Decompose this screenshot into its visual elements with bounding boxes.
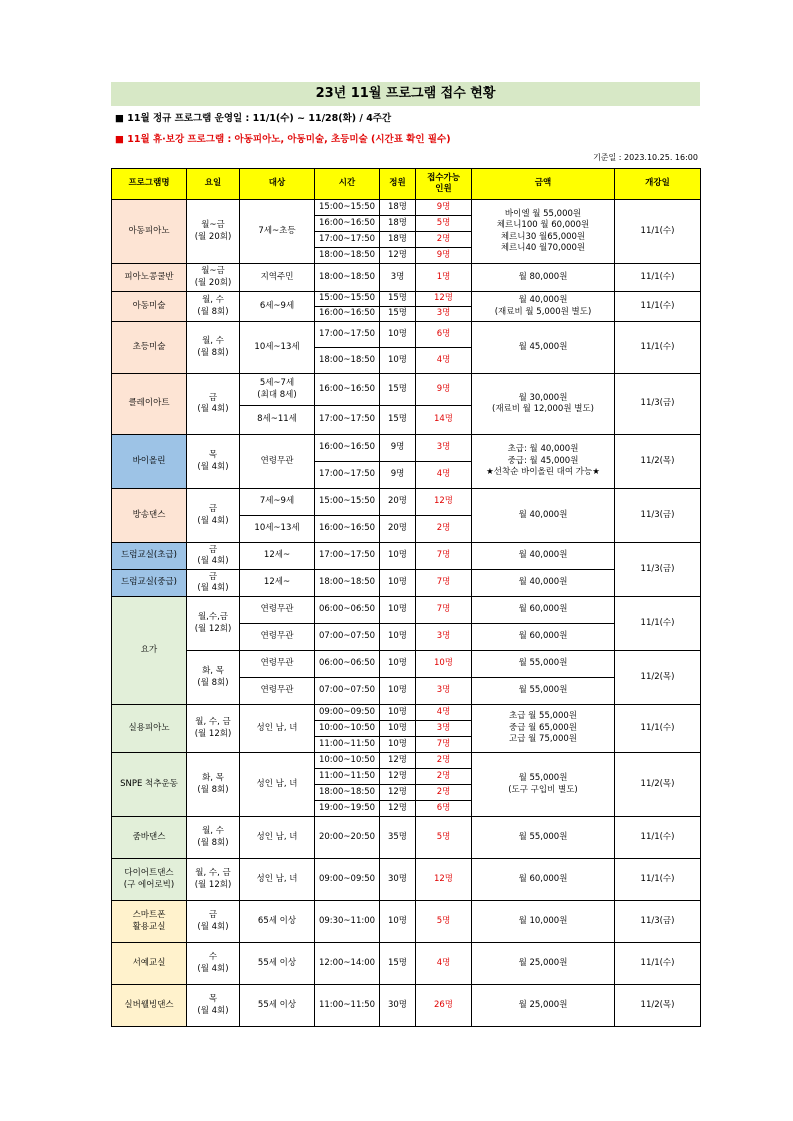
program-capacity: 30명	[380, 985, 416, 1027]
program-available: 5명	[416, 817, 472, 859]
program-day: 목 (월 4회)	[187, 985, 240, 1027]
program-time: 11:00~11:50	[315, 737, 380, 753]
program-start: 11/3(금)	[615, 489, 701, 543]
program-available: 10명	[416, 651, 472, 678]
program-available: 14명	[416, 406, 472, 435]
program-day: 월, 수 (월 8회)	[187, 322, 240, 374]
program-capacity: 15명	[380, 406, 416, 435]
program-fee: 월 80,000원	[472, 264, 615, 292]
program-target: 7세~9세	[240, 489, 315, 516]
program-available: 9명	[416, 200, 472, 216]
program-available: 12명	[416, 489, 472, 516]
program-fee: 월 60,000원	[472, 597, 615, 624]
program-available: 3명	[416, 435, 472, 462]
program-fee: 월 25,000원	[472, 943, 615, 985]
program-time: 15:00~15:50	[315, 200, 380, 216]
program-name: 줌바댄스	[112, 817, 187, 859]
header-fee: 금액	[472, 169, 615, 200]
program-name: 실용피아노	[112, 705, 187, 753]
program-available: 4명	[416, 462, 472, 489]
regular-program-note: ■ 11월 정규 프로그램 운영일 : 11/1(수) ~ 11/28(화) / 4주간	[115, 113, 392, 124]
table-row	[112, 489, 701, 516]
table-header	[112, 169, 701, 200]
program-start: 11/2(목)	[615, 985, 701, 1027]
program-capacity: 15명	[380, 374, 416, 406]
header-day: 요일	[187, 169, 240, 200]
table-row	[112, 543, 701, 570]
table-row	[112, 264, 701, 292]
program-name: 바이올린	[112, 435, 187, 489]
program-time: 18:00~18:50	[315, 570, 380, 597]
program-capacity: 18명	[380, 232, 416, 248]
program-available: 5명	[416, 216, 472, 232]
program-target: 12세~	[240, 543, 315, 570]
program-fee: 월 55,000원	[472, 651, 615, 678]
program-capacity: 18명	[380, 216, 416, 232]
program-time: 16:00~16:50	[315, 516, 380, 543]
program-capacity: 10명	[380, 678, 416, 705]
program-name: 스마트폰 활용교실	[112, 901, 187, 943]
program-time: 16:00~16:50	[315, 374, 380, 406]
program-time: 18:00~18:50	[315, 248, 380, 264]
program-target: 연령무관	[240, 678, 315, 705]
program-start: 11/1(수)	[615, 859, 701, 901]
program-capacity: 10명	[380, 721, 416, 737]
program-fee: 월 10,000원	[472, 901, 615, 943]
program-available: 12명	[416, 292, 472, 307]
table-row	[112, 292, 701, 307]
program-target: 연령무관	[240, 435, 315, 489]
program-available: 4명	[416, 943, 472, 985]
program-capacity: 18명	[380, 200, 416, 216]
program-fee: 월 40,000원	[472, 543, 615, 570]
program-capacity: 20명	[380, 516, 416, 543]
program-available: 9명	[416, 374, 472, 406]
program-available: 2명	[416, 753, 472, 769]
program-time: 10:00~10:50	[315, 721, 380, 737]
program-target: 성인 남, 녀	[240, 705, 315, 753]
program-time: 19:00~19:50	[315, 801, 380, 817]
program-available: 2명	[416, 232, 472, 248]
program-fee: 월 55,000원	[472, 817, 615, 859]
table-row	[112, 985, 701, 1027]
program-time: 09:30~11:00	[315, 901, 380, 943]
program-time: 17:00~17:50	[315, 462, 380, 489]
program-available: 26명	[416, 985, 472, 1027]
program-day: 화, 목 (월 8회)	[187, 651, 240, 705]
program-available: 2명	[416, 769, 472, 785]
program-time: 07:00~07:50	[315, 624, 380, 651]
header-capacity: 정원	[380, 169, 416, 200]
program-day: 월,수,금 (월 12회)	[187, 597, 240, 651]
program-start: 11/3(금)	[615, 374, 701, 435]
program-name: 아동피아노	[112, 200, 187, 264]
table-row	[112, 570, 701, 597]
table-row	[112, 943, 701, 985]
program-target: 10세~13세	[240, 516, 315, 543]
program-name: 실버웰빙댄스	[112, 985, 187, 1027]
program-capacity: 10명	[380, 597, 416, 624]
program-start: 11/1(수)	[615, 597, 701, 651]
program-available: 7명	[416, 737, 472, 753]
table-row	[112, 859, 701, 901]
program-fee: 월 40,000원	[472, 489, 615, 543]
program-capacity: 10명	[380, 348, 416, 374]
program-name: 다이어트댄스 (구 에어로빅)	[112, 859, 187, 901]
program-target: 지역주민	[240, 264, 315, 292]
program-time: 18:00~18:50	[315, 348, 380, 374]
program-capacity: 10명	[380, 543, 416, 570]
table-row	[112, 200, 701, 216]
program-target: 6세~9세	[240, 292, 315, 322]
program-available: 7명	[416, 543, 472, 570]
program-day: 수 (월 4회)	[187, 943, 240, 985]
program-start: 11/1(수)	[615, 705, 701, 753]
program-name: 방송댄스	[112, 489, 187, 543]
program-available: 7명	[416, 597, 472, 624]
program-time: 16:00~16:50	[315, 216, 380, 232]
program-capacity: 10명	[380, 651, 416, 678]
program-available: 4명	[416, 705, 472, 721]
program-target: 8세~11세	[240, 406, 315, 435]
program-start: 11/2(목)	[615, 753, 701, 817]
header-target: 대상	[240, 169, 315, 200]
program-fee: 월 60,000원	[472, 859, 615, 901]
base-date: 기준일 : 2023.10.25. 16:00	[593, 153, 698, 162]
program-time: 17:00~17:50	[315, 322, 380, 348]
program-day: 금 (월 4회)	[187, 901, 240, 943]
program-available: 7명	[416, 570, 472, 597]
program-start: 11/1(수)	[615, 943, 701, 985]
program-target: 55세 이상	[240, 985, 315, 1027]
program-capacity: 10명	[380, 705, 416, 721]
program-fee: 월 30,000원 (재료비 월 12,000원 별도)	[472, 374, 615, 435]
program-name: 요가	[112, 597, 187, 705]
program-time: 17:00~17:50	[315, 232, 380, 248]
table-row	[112, 651, 701, 678]
program-name: 드럼교실(초급)	[112, 543, 187, 570]
program-name: 드럼교실(중급)	[112, 570, 187, 597]
program-name: 초등미술	[112, 322, 187, 374]
program-day: 월, 수, 금 (월 12회)	[187, 859, 240, 901]
program-time: 15:00~15:50	[315, 489, 380, 516]
program-fee: 바이엘 월 55,000원 체르니100 월 60,000원 체르니30 월65,000원 체르니40 월70,000원	[472, 200, 615, 264]
program-available: 1명	[416, 264, 472, 292]
program-start: 11/2(목)	[615, 435, 701, 489]
program-start: 11/1(수)	[615, 264, 701, 292]
program-target: 연령무관	[240, 624, 315, 651]
program-day: 월, 수, 금 (월 12회)	[187, 705, 240, 753]
program-available: 6명	[416, 322, 472, 348]
program-day: 화, 목 (월 8회)	[187, 753, 240, 817]
program-capacity: 10명	[380, 901, 416, 943]
program-name: 피아노콩쿨반	[112, 264, 187, 292]
program-day: 금 (월 4회)	[187, 374, 240, 435]
program-time: 06:00~06:50	[315, 597, 380, 624]
program-day: 월, 수 (월 8회)	[187, 292, 240, 322]
program-name: SNPE 척추운동	[112, 753, 187, 817]
table-row	[112, 322, 701, 348]
program-time: 18:00~18:50	[315, 785, 380, 801]
table-row	[112, 705, 701, 721]
program-time: 11:00~11:50	[315, 985, 380, 1027]
program-time: 10:00~10:50	[315, 753, 380, 769]
program-target: 연령무관	[240, 597, 315, 624]
program-target: 연령무관	[240, 651, 315, 678]
program-time: 15:00~15:50	[315, 292, 380, 307]
program-time: 06:00~06:50	[315, 651, 380, 678]
program-time: 09:00~09:50	[315, 705, 380, 721]
program-fee: 월 45,000원	[472, 322, 615, 374]
program-day: 월~금 (월 20회)	[187, 264, 240, 292]
program-available: 3명	[416, 624, 472, 651]
makeup-program-note: ■ 11월 휴·보강 프로그램 : 아동피아노, 아동미술, 초등미술 (시간표 확인 필수)	[115, 134, 451, 145]
program-fee: 초급 월 55,000원 중급 월 65,000원 고급 월 75,000원	[472, 705, 615, 753]
program-fee: 월 40,000원 (재료비 월 5,000원 별도)	[472, 292, 615, 322]
program-capacity: 10명	[380, 570, 416, 597]
program-capacity: 15명	[380, 943, 416, 985]
header-start: 개강일	[615, 169, 701, 200]
program-target: 성인 남, 녀	[240, 753, 315, 817]
program-time: 20:00~20:50	[315, 817, 380, 859]
program-name: 서예교실	[112, 943, 187, 985]
program-start: 11/2(목)	[615, 651, 701, 705]
program-available: 3명	[416, 678, 472, 705]
program-time: 07:00~07:50	[315, 678, 380, 705]
program-target: 5세~7세 (최대 8세)	[240, 374, 315, 406]
program-name: 클레이아트	[112, 374, 187, 435]
program-target: 65세 이상	[240, 901, 315, 943]
program-available: 2명	[416, 785, 472, 801]
program-target: 10세~13세	[240, 322, 315, 374]
program-capacity: 9명	[380, 435, 416, 462]
program-capacity: 12명	[380, 801, 416, 817]
program-time: 18:00~18:50	[315, 264, 380, 292]
program-day: 금 (월 4회)	[187, 489, 240, 543]
table-row	[112, 597, 701, 624]
program-day: 금 (월 4회)	[187, 543, 240, 570]
program-time: 16:00~16:50	[315, 307, 380, 322]
program-capacity: 10명	[380, 737, 416, 753]
program-time: 16:00~16:50	[315, 435, 380, 462]
program-start: 11/1(수)	[615, 292, 701, 322]
program-available: 4명	[416, 348, 472, 374]
program-capacity: 12명	[380, 785, 416, 801]
program-target: 성인 남, 녀	[240, 817, 315, 859]
program-time: 09:00~09:50	[315, 859, 380, 901]
program-capacity: 12명	[380, 753, 416, 769]
header-available: 접수가능 인원	[416, 169, 472, 200]
program-available: 3명	[416, 307, 472, 322]
program-capacity: 9명	[380, 462, 416, 489]
program-available: 9명	[416, 248, 472, 264]
program-target: 7세~초등	[240, 200, 315, 264]
program-start: 11/1(수)	[615, 817, 701, 859]
program-available: 3명	[416, 721, 472, 737]
program-available: 2명	[416, 516, 472, 543]
header-program: 프로그램명	[112, 169, 187, 200]
program-capacity: 15명	[380, 292, 416, 307]
program-target: 55세 이상	[240, 943, 315, 985]
program-time: 17:00~17:50	[315, 543, 380, 570]
program-fee: 월 55,000원	[472, 678, 615, 705]
program-capacity: 10명	[380, 624, 416, 651]
program-available: 12명	[416, 859, 472, 901]
program-fee: 월 60,000원	[472, 624, 615, 651]
program-capacity: 12명	[380, 769, 416, 785]
program-target: 성인 남, 녀	[240, 859, 315, 901]
program-fee: 월 25,000원	[472, 985, 615, 1027]
program-available: 5명	[416, 901, 472, 943]
program-day: 월, 수 (월 8회)	[187, 817, 240, 859]
program-fee: 초급: 월 40,000원 중급: 월 45,000원 ★선착순 바이올린 대여 가능★	[472, 435, 615, 489]
program-start: 11/3(금)	[615, 901, 701, 943]
program-fee: 월 55,000원 (도구 구입비 별도)	[472, 753, 615, 817]
program-time: 17:00~17:50	[315, 406, 380, 435]
table-row	[112, 901, 701, 943]
program-start: 11/1(수)	[615, 200, 701, 264]
page-title: 23년 11월 프로그램 접수 현황	[111, 82, 700, 106]
program-time: 11:00~11:50	[315, 769, 380, 785]
header-time: 시간	[315, 169, 380, 200]
program-capacity: 3명	[380, 264, 416, 292]
program-target: 12세~	[240, 570, 315, 597]
program-start: 11/1(수)	[615, 322, 701, 374]
program-available: 6명	[416, 801, 472, 817]
program-time: 12:00~14:00	[315, 943, 380, 985]
program-capacity: 15명	[380, 307, 416, 322]
table-row	[112, 817, 701, 859]
program-capacity: 35명	[380, 817, 416, 859]
table-row	[112, 753, 701, 769]
program-fee: 월 40,000원	[472, 570, 615, 597]
program-start: 11/3(금)	[615, 543, 701, 597]
program-name: 아동미술	[112, 292, 187, 322]
program-capacity: 10명	[380, 322, 416, 348]
program-day: 목 (월 4회)	[187, 435, 240, 489]
program-capacity: 20명	[380, 489, 416, 516]
table-row	[112, 435, 701, 462]
program-capacity: 12명	[380, 248, 416, 264]
program-day: 금 (월 4회)	[187, 570, 240, 597]
table-row	[112, 374, 701, 406]
program-table	[111, 168, 701, 1027]
program-capacity: 30명	[380, 859, 416, 901]
program-day: 월~금 (월 20회)	[187, 200, 240, 264]
